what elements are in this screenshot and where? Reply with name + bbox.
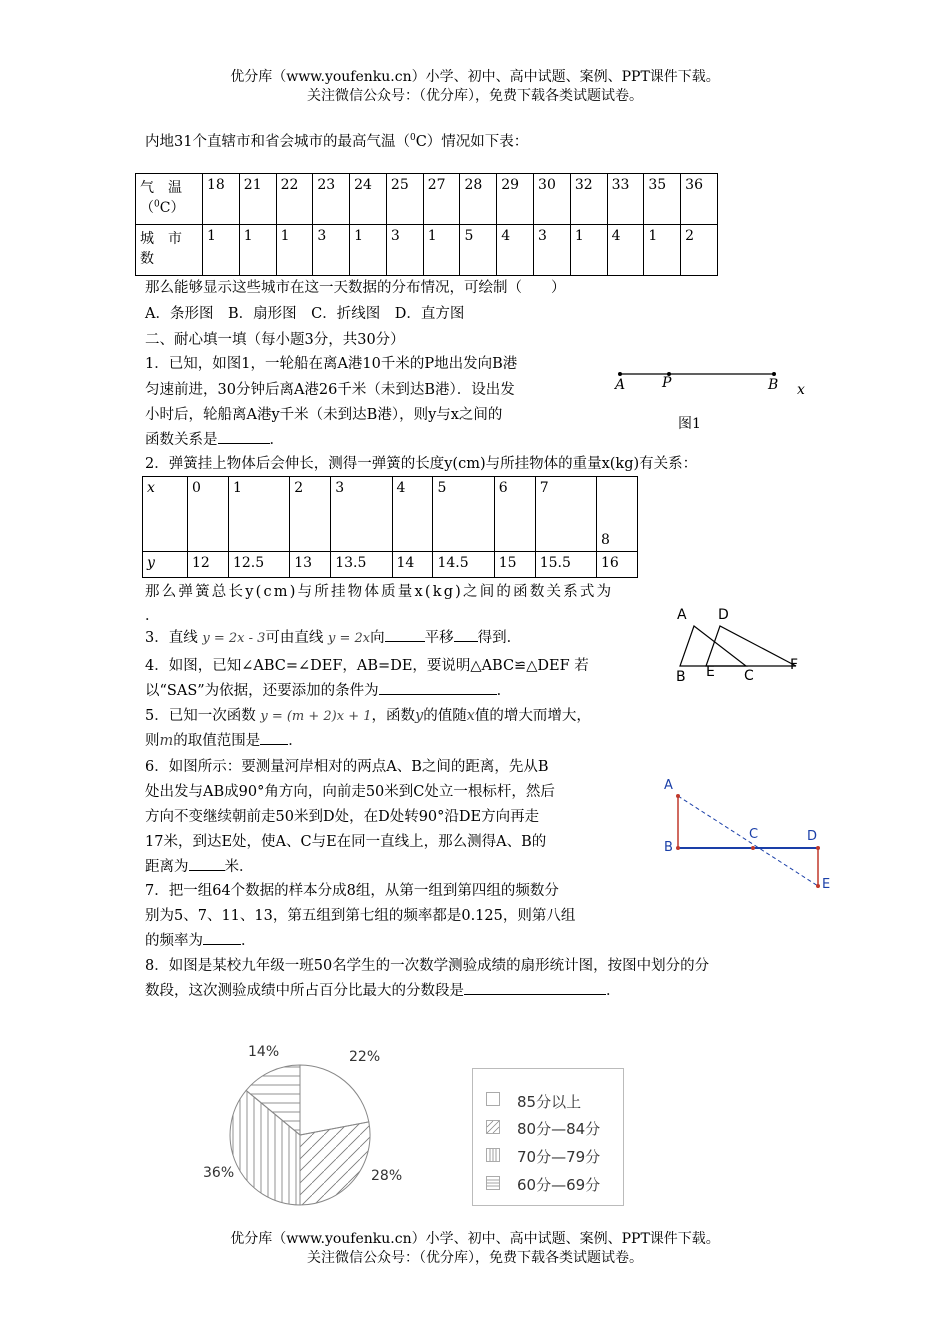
temp-cell: 29	[497, 174, 534, 225]
q4-answer-blank[interactable]	[379, 694, 497, 695]
temp-cell: 22	[276, 174, 313, 225]
q7-line-2: 别为5、7、11、13，第五组到第七组的频率都是0.125，则第八组	[145, 908, 576, 924]
count-label-a: 城 市	[140, 231, 182, 247]
q6-line-4: 17米，到达E处，使A、C与E在同一直线上，那么测得A、B的	[145, 834, 547, 850]
q8-answer-blank[interactable]	[464, 994, 606, 995]
river-label-b: B	[664, 840, 673, 855]
river-label-c: C	[749, 827, 759, 842]
q5-expr: y = (m + 2)x + 1	[260, 709, 372, 724]
spring-y-cell: 12	[188, 552, 229, 578]
legend-swatch-diagonal-icon	[486, 1120, 500, 1134]
river-label-e: E	[822, 877, 831, 892]
q3-direction-blank[interactable]	[385, 641, 425, 642]
q7-line-1: 7．把一组64个数据的样本分成8组，从第一组到第四组的频数分	[145, 883, 559, 899]
point-d	[816, 846, 820, 850]
tri-label-e: E	[706, 664, 715, 680]
tri-label-c: C	[744, 668, 754, 684]
count-cell: 3	[313, 225, 350, 276]
footer-line-2: 关注微信公众号：（优分库），免费下载各类试题试卷。	[307, 1250, 643, 1266]
spring-x-cell: 1	[228, 477, 289, 552]
header-line-1: 优分库（www.youfenku.cn）小学、初中、高中试题、案例、PPT课件下载。	[230, 69, 720, 85]
spring-x-cell: 0	[188, 477, 229, 552]
q6-line-3: 方向不变继续朝前走50米到D处，在D处转90°沿DE方向再走	[145, 809, 540, 825]
spring-y-cell: 16	[597, 552, 638, 578]
point-b	[676, 846, 680, 850]
fig1-label-b: B	[768, 377, 779, 393]
q1-line-2: 匀速前进，30分钟后离A港26千米（未到达B港）．设出发	[145, 382, 515, 398]
q8-end: ．	[606, 983, 621, 999]
pie-legend	[472, 1068, 624, 1206]
temp-cell: 27	[423, 174, 460, 225]
q3-text-c: 向	[370, 630, 385, 646]
count-cell: 1	[239, 225, 276, 276]
q1-line-4	[145, 430, 284, 450]
q5-var-x: x	[466, 708, 475, 724]
q4-line-2	[145, 681, 511, 701]
q7-answer-blank[interactable]	[203, 944, 241, 945]
count-cell: 1	[423, 225, 460, 276]
q4-text: 以“SAS”为依据，还要添加的条件为	[145, 683, 379, 699]
q5-text-b: ，函数	[371, 708, 416, 724]
spring-y-cell: 14	[392, 552, 433, 578]
intro-tail: C）情况如下表：	[415, 133, 529, 150]
q8-text: 数段，这次测验成绩中所占百分比最大的分数段是	[145, 983, 464, 999]
count-cell: 4	[497, 225, 534, 276]
spring-x-cell: 6	[494, 477, 535, 552]
q6-line-2: 处出发与AB成90°角方向，向前走50米到C处立一根标杆，然后	[145, 784, 555, 800]
prev-question: 那么能够显示这些城市在这一天数据的分布情况，可绘制（ ）	[145, 280, 566, 296]
legend-label-3: 70分—79分	[517, 1148, 601, 1166]
intro-sup: 0	[409, 133, 416, 143]
count-cell: 1	[203, 225, 240, 276]
spring-x-label: x	[143, 477, 188, 552]
intro-line	[145, 128, 528, 152]
fig1-label-a: A	[615, 377, 626, 393]
temp-cell: 25	[386, 174, 423, 225]
spring-x-cell: 8	[597, 477, 638, 552]
prev-options: A．条形图 B．扇形图 C．折线图 D．直方图	[145, 306, 465, 322]
q3-expr-2: y = 2x	[328, 631, 371, 646]
header-line-2: 关注微信公众号：（优分库），免费下载各类试题试卷。	[307, 88, 643, 104]
point-e	[816, 884, 820, 888]
spring-x-row	[143, 477, 638, 552]
temp-cell: 18	[203, 174, 240, 225]
q5-line-1	[145, 706, 591, 727]
temp-cell: 23	[313, 174, 350, 225]
temp-label-b: （	[140, 200, 154, 216]
temp-label-sup: 0	[154, 199, 160, 210]
count-cell: 2	[681, 225, 718, 276]
tri-label-d: D	[718, 607, 729, 623]
temp-label-a: 气 温	[140, 180, 182, 196]
spring-y-cell: 13	[290, 552, 331, 578]
q5-text-f: 的取值范围是	[173, 733, 261, 749]
q5-var-m: m	[159, 733, 174, 749]
tri-label-b: B	[676, 669, 686, 685]
intro-text: 内地31个直辖市和省会城市的最高气温（	[145, 133, 410, 150]
q2-tail: 那么弹簧总长y(cm)与所挂物体质量x(kg)之间的函数关系式为	[145, 584, 614, 600]
temp-cell: 21	[239, 174, 276, 225]
count-cell: 1	[644, 225, 681, 276]
q5-end: ．	[288, 733, 303, 749]
count-cell: 3	[386, 225, 423, 276]
point-a	[676, 794, 680, 798]
pie-label-28: 28%	[371, 1168, 403, 1184]
q3-expr-1: y = 2x - 3	[202, 631, 266, 646]
count-cell: 1	[276, 225, 313, 276]
q8-line-1: 8．如图是某校九年级一班50名学生的一次数学测验成绩的扇形统计图，按图中划分的分	[145, 958, 710, 974]
temp-cell: 33	[607, 174, 644, 225]
point-c	[751, 846, 755, 850]
q4-end: ．	[496, 683, 512, 699]
pie-label-14: 14%	[248, 1044, 280, 1060]
q4-line-1: 4．如图，已知∠ABC=∠DEF，AB=DE，要说明△ABC≌△DEF 若	[145, 658, 589, 674]
q6-answer-blank[interactable]	[189, 870, 225, 871]
spring-x-cell: 5	[433, 477, 494, 552]
q1-end: ．	[269, 432, 284, 448]
river-label-a: A	[664, 778, 673, 793]
footer-line-1: 优分库（www.youfenku.cn）小学、初中、高中试题、案例、PPT课件下载。	[230, 1231, 720, 1247]
figure-1-caption: 图1	[678, 416, 701, 432]
temp-label-c: C）	[159, 200, 185, 216]
spring-x-cell: 7	[535, 477, 596, 552]
temp-cell: 30	[534, 174, 571, 225]
spring-y-row	[143, 552, 638, 578]
q3-line	[145, 628, 521, 649]
q7-text: 的频率为	[145, 933, 203, 949]
q5-text-d: 值的增大而增大，	[474, 708, 591, 724]
legend-swatch-vertical-icon	[486, 1148, 500, 1162]
temp-cell: 24	[350, 174, 387, 225]
city-count-row	[136, 225, 718, 276]
temperature-row	[136, 174, 718, 225]
temp-cell: 32	[570, 174, 607, 225]
count-cell: 1	[570, 225, 607, 276]
count-row-label	[136, 225, 203, 276]
spring-y-cell: 15.5	[535, 552, 596, 578]
fig1-label-p: P	[662, 375, 672, 391]
legend-swatch-horizontal-icon	[486, 1176, 500, 1190]
legend-swatch-blank-icon	[486, 1092, 500, 1106]
temp-cell: 28	[460, 174, 497, 225]
spring-x-cell: 4	[392, 477, 433, 552]
q7-line-3	[145, 931, 256, 951]
point-b	[772, 372, 776, 376]
q3-text-d: 平移	[424, 630, 454, 646]
temp-row-label	[136, 174, 203, 225]
spring-y-cell: 15	[494, 552, 535, 578]
q5-text-a: 5．已知一次函数	[145, 708, 256, 724]
spring-y-cell: 13.5	[331, 552, 392, 578]
q1-answer-blank[interactable]	[218, 443, 270, 444]
q8-line-2	[145, 981, 621, 1001]
temperature-table	[135, 173, 718, 276]
tri-label-f: F	[790, 657, 799, 673]
river-label-d: D	[807, 829, 818, 844]
q7-end: ．	[241, 933, 256, 949]
fig1-label-x: x	[797, 382, 805, 398]
pie-slice-80-84	[300, 1122, 370, 1205]
q2-tail-end: ．	[145, 608, 160, 624]
pie-label-22: 22%	[349, 1049, 381, 1065]
point-a	[618, 372, 622, 376]
section-2-title: 二、耐心填一填（每小题3分，共30分）	[145, 332, 405, 348]
q6-line-1: 6．如图所示：要测量河岸相对的两点A、B之间的距离，先从B	[145, 759, 549, 775]
q5-text-e: 则	[145, 733, 160, 749]
q5-answer-blank[interactable]	[260, 744, 288, 745]
q1-text: 函数关系是	[145, 432, 218, 448]
q6-line-5	[145, 857, 254, 877]
river-figure	[660, 780, 830, 890]
spring-x-cell: 2	[290, 477, 331, 552]
q3-text-e: 得到．	[477, 630, 522, 646]
q5-var-y: y	[415, 708, 424, 724]
q3-text-a: 3．直线	[145, 630, 198, 646]
spring-x-cell: 3	[331, 477, 392, 552]
spring-table	[142, 476, 638, 578]
count-cell: 5	[460, 225, 497, 276]
q2-stem: 2．弹簧挂上物体后会伸长，测得一弹簧的长度y(cm)与所挂物体的重量x(kg)有关系：	[145, 456, 698, 472]
count-cell: 3	[534, 225, 571, 276]
tri-label-a: A	[677, 607, 687, 623]
q6-text: 距离为	[145, 859, 189, 875]
count-label-b: 数	[140, 251, 154, 267]
score-pie-chart	[225, 1055, 375, 1215]
q5-text-c: 的值随	[423, 708, 467, 724]
count-cell: 1	[350, 225, 387, 276]
figure-1-line	[612, 364, 792, 384]
temp-cell: 36	[681, 174, 718, 225]
spring-y-cell: 12.5	[228, 552, 289, 578]
legend-label-2: 80分—84分	[517, 1120, 601, 1138]
legend-label-1: 85分以上	[517, 1093, 582, 1111]
q5-line-2	[145, 731, 303, 751]
pie-label-36: 36%	[203, 1165, 235, 1181]
temp-cell: 35	[644, 174, 681, 225]
q1-line-1: 1．已知，如图1，一轮船在离A港10千米的P地出发向B港	[145, 356, 518, 372]
triangles-figure	[670, 620, 800, 670]
count-cell: 4	[607, 225, 644, 276]
spring-y-label: y	[143, 552, 188, 578]
q6-end: 米．	[224, 859, 254, 875]
q3-distance-blank[interactable]	[454, 641, 478, 642]
spring-y-cell: 14.5	[433, 552, 494, 578]
q1-line-3: 小时后，轮船离A港y千米（未到达B港），则y与x之间的	[145, 407, 503, 423]
q3-text-b: 可由直线	[265, 630, 324, 646]
legend-label-4: 60分—69分	[517, 1176, 601, 1194]
